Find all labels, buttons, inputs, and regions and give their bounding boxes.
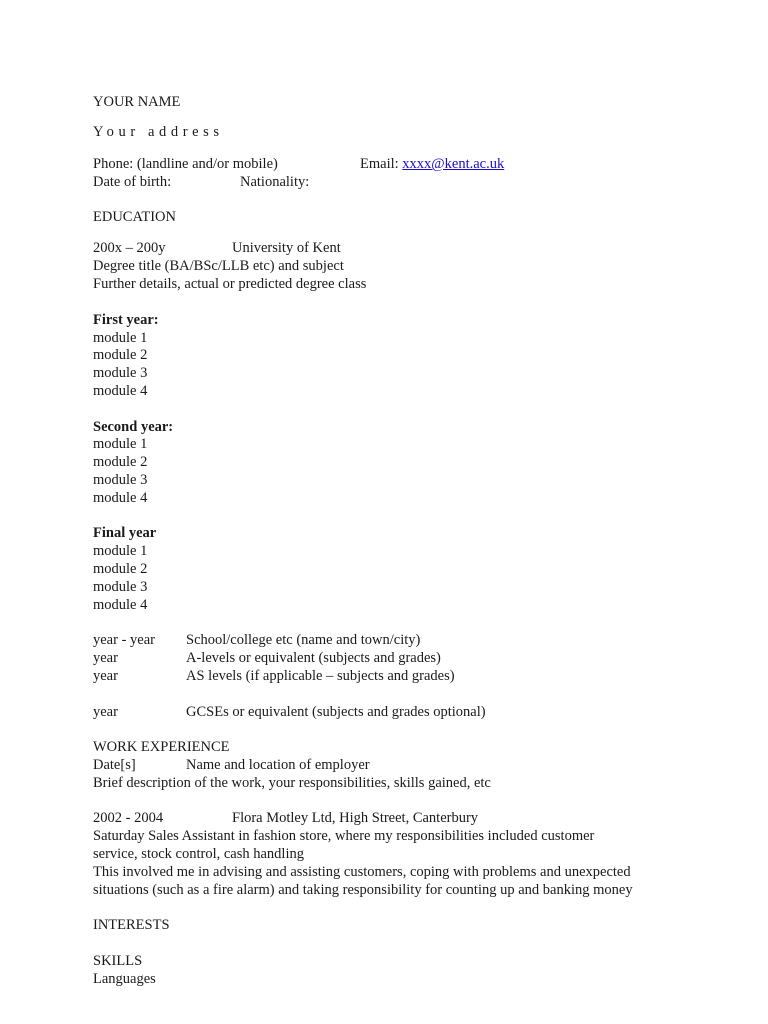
dob-label: Date of birth: (93, 174, 172, 190)
job-dates: 2002 - 2004 (93, 810, 164, 826)
email-link[interactable]: xxxx@kent.ac.uk (402, 156, 505, 172)
work-template-description: Brief description of the work, your responsibilities, skills gained, etc (93, 775, 491, 791)
job-description: situations (such as a fire alarm) and taking responsibility for counting up and banking money (93, 882, 633, 898)
address-line: Your address (93, 124, 224, 140)
email-line (360, 155, 504, 173)
school-row-date: year (93, 704, 118, 720)
final-year-module: module 1 (93, 543, 148, 559)
education-degree: Degree title (BA/BSc/LLB etc) and subject (93, 258, 344, 274)
education-university: University of Kent (232, 240, 341, 256)
phone-label: Phone: (landline and/or mobile) (93, 156, 278, 172)
skills-heading: SKILLS (93, 953, 143, 969)
job-description: service, stock control, cash handling (93, 846, 304, 862)
education-years: 200x – 200y (93, 240, 166, 256)
school-row-text: AS levels (if applicable – subjects and grades) (186, 668, 455, 684)
nationality-label: Nationality: (240, 174, 310, 190)
final-year-module: module 2 (93, 561, 148, 577)
first-year-label: First year: (93, 312, 159, 328)
school-row-date: year (93, 668, 118, 684)
school-row-date: year - year (93, 632, 155, 648)
first-year-module: module 2 (93, 347, 148, 363)
second-year-label: Second year: (93, 419, 174, 435)
name-heading: YOUR NAME (93, 94, 181, 110)
second-year-module: module 1 (93, 436, 148, 452)
languages-label: Languages (93, 971, 156, 987)
second-year-module: module 4 (93, 490, 148, 506)
school-row-date: year (93, 650, 118, 666)
education-heading: EDUCATION (93, 209, 176, 225)
final-year-label: Final year (93, 525, 157, 541)
second-year-module: module 2 (93, 454, 148, 470)
first-year-module: module 4 (93, 383, 148, 399)
work-template-employer: Name and location of employer (186, 757, 370, 773)
school-row-text: GCSEs or equivalent (subjects and grades optional) (186, 704, 486, 720)
second-year-module: module 3 (93, 472, 148, 488)
job-description: Saturday Sales Assistant in fashion store, where my responsibilities included customer (93, 828, 595, 844)
school-row-text: A-levels or equivalent (subjects and grades) (186, 650, 441, 666)
interests-heading: INTERESTS (93, 917, 170, 933)
final-year-module: module 4 (93, 597, 148, 613)
first-year-module: module 1 (93, 330, 148, 346)
job-employer: Flora Motley Ltd, High Street, Canterbury (232, 810, 479, 826)
education-details: Further details, actual or predicted degree class (93, 276, 367, 292)
first-year-module: module 3 (93, 365, 148, 381)
email-label: Email: (360, 156, 399, 172)
school-row-text: School/college etc (name and town/city) (186, 632, 421, 648)
work-template-date: Date[s] (93, 757, 136, 773)
work-heading: WORK EXPERIENCE (93, 739, 230, 755)
final-year-module: module 3 (93, 579, 148, 595)
job-description: This involved me in advising and assisting customers, coping with problems and unexpected (93, 864, 631, 880)
